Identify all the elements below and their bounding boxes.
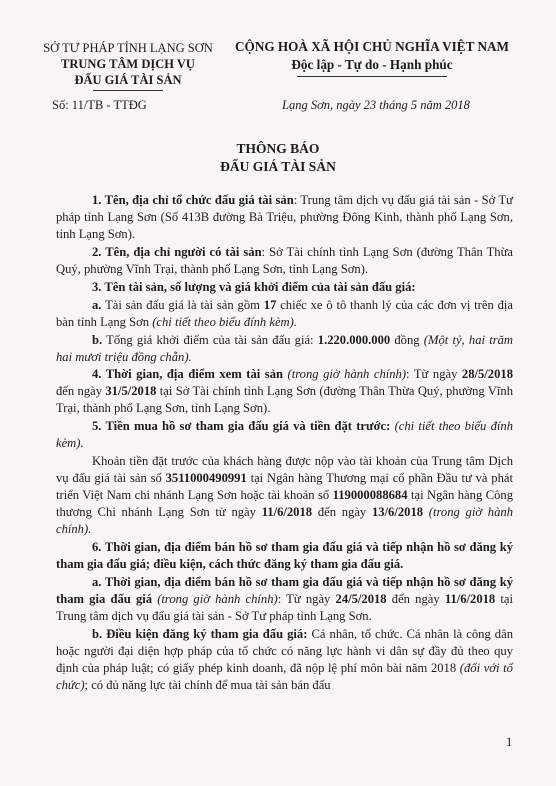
- section-6-heading: 6. Thời gian, địa điểm bán hồ sơ tham gia đấu giá và tiếp nhận hồ sơ đăng ký tham gia đấu giá; điều kiện, cách thức đăng ký tham gia đấu giá.: [56, 540, 513, 572]
- section-2: [56, 244, 513, 278]
- department-name: SỞ TƯ PHÁP TỈNH LẠNG SƠN: [43, 41, 213, 55]
- section-5-note: (chi tiết theo biểu đính kèm).: [56, 419, 513, 451]
- viewing-start-date: 28/5/2018: [461, 367, 513, 382]
- bank-account-2: 119000088684: [332, 488, 408, 503]
- section-3b-label: b.: [92, 332, 103, 347]
- section-3a-label: a.: [92, 297, 102, 312]
- section-6a-text-2: đến ngày: [386, 592, 445, 607]
- header-divider: [93, 90, 163, 91]
- section-2-heading: 2. Tên, địa chỉ người có tài sản: [92, 244, 262, 259]
- section-6b-heading: b. Điều kiện đăng ký tham gia đấu giá:: [92, 626, 308, 641]
- sale-end-date: 11/6/2018: [444, 592, 496, 607]
- starting-price: 1.220.000.000: [317, 332, 391, 347]
- currency-unit: đồng: [390, 332, 424, 347]
- section-6a-text: : Từ ngày: [277, 592, 336, 607]
- national-header: [222, 38, 522, 77]
- section-1-text: : Trung tâm dịch vụ đấu giá tài sản - Sở Tư pháp tỉnh Lạng Sơn (Số 413B đường Bà Triệu, phường Đông Kinh, thành phố Lạng Sơn, tỉnh Lạng Sơn).: [56, 193, 513, 241]
- section-3a-text-2: chiếc xe ô tô thanh lý của các đơn vị trên địa bàn tỉnh Lạng Sơn: [56, 297, 513, 329]
- section-4-text-2: đến ngày: [56, 384, 106, 399]
- sale-start-date: 24/5/2018: [335, 592, 387, 607]
- section-4-heading: 4. Thời gian, địa điểm xem tài sản: [92, 367, 284, 382]
- section-4: [56, 366, 513, 417]
- document-body: [56, 192, 513, 695]
- section-6b-text-2: ; có đủ năng lực tài chính để mua tài sản bán đấu: [84, 677, 331, 692]
- deposit-text-3: tại Ngân hàng Công thương Chi nhánh Lạng Sơn từ ngày: [56, 488, 513, 520]
- section-1-heading: 1. Tên, địa chỉ tổ chức đấu giá tài sản: [92, 193, 294, 207]
- section-3-heading: 3. Tên tài sản, số lượng và giá khởi điểm của tài sản đấu giá:: [92, 279, 416, 294]
- section-5-heading: 5. Tiền mua hồ sơ tham gia đấu giá và tiền đặt trước:: [92, 419, 391, 434]
- motto-divider: [297, 76, 447, 77]
- republic-name: CỘNG HOÀ XÃ HỘI CHỦ NGHĨA VIỆT NAM: [235, 39, 509, 54]
- document-subtitle: ĐẤU GIÁ TÀI SẢN: [220, 159, 336, 174]
- section-6a: [56, 574, 513, 625]
- section-6b-note: (đối với tổ chức): [56, 660, 513, 692]
- vehicle-count: 17: [263, 297, 277, 312]
- agency-header: [38, 40, 218, 91]
- section-3a: [56, 297, 513, 331]
- price-in-words: (Một tỷ, hai trăm hai mươi triệu đồng chẵn).: [56, 332, 513, 364]
- document-date: Lạng Sơn, ngày 23 tháng 5 năm 2018: [282, 98, 470, 112]
- deposit-start-date: 11/6/2018: [261, 505, 313, 520]
- section-1: [56, 192, 513, 243]
- section-5: [56, 418, 513, 452]
- center-name-line2: ĐẤU GIÁ TÀI SẢN: [74, 73, 182, 87]
- section-4-text: : Từ ngày: [406, 367, 462, 382]
- section-4-note: (trong giờ hành chính): [283, 367, 407, 382]
- section-3a-note: (chi tiết theo biểu đính kèm).: [152, 314, 297, 329]
- bank-account-1: 3511000490991: [165, 471, 247, 486]
- section-6a-text-3: tại Trung tâm dịch vụ đấu giá tài sản - Sở Tư pháp tỉnh Lạng Sơn.: [56, 592, 514, 624]
- center-name-line1: TRUNG TÂM DỊCH VỤ: [61, 57, 195, 71]
- deposit-text-2: tại Ngân hàng Thương mại cổ phần Đầu tư và phát triển Việt Nam chi nhánh Lạng Sơn hoặc tài khoản số: [56, 471, 513, 503]
- document-number: Số: 11/TB - TTĐG: [52, 98, 147, 112]
- viewing-end-date: 31/5/2018: [105, 384, 157, 399]
- section-6b-text: Cá nhân, tổ chức. Cá nhân là công dân hoặc người đại diện hợp pháp của tổ chức có năng lực hành vi dân sự đầy đủ theo quy định của pháp luật; có giấy phép kinh doanh, đã nộp lệ phí môn bài năm 2018: [56, 626, 513, 675]
- section-3a-text: Tài sản đấu giá là tài sản gồm: [101, 297, 264, 312]
- section-2-text: : Sở Tài chính tỉnh Lạng Sơn (đường Thân Thừa Quý, phường Vĩnh Trại, thành phố Lạng Sơn, tỉnh Lạng Sơn).: [56, 244, 514, 276]
- deposit-end-date: 13/6/2018: [371, 505, 424, 520]
- page-number: 1: [506, 735, 513, 749]
- section-3b: [56, 332, 513, 366]
- deposit-text-4: đến ngày: [312, 505, 372, 520]
- section-6b: [56, 626, 513, 694]
- deposit-text: Khoản tiền đặt trước của khách hàng được nộp vào tài khoản của Trung tâm Dịch vụ đấu giá tài sản số: [56, 454, 513, 486]
- section-4-text-3: tại Sở Tài chính tỉnh Lạng Sơn (đường Thân Thừa Quý, phường Vĩnh Trại, thành phố Lạng Sơn, tỉnh Lạng Sơn).: [56, 384, 513, 416]
- section-6a-note: (trong giờ hành chính): [152, 592, 278, 607]
- section-6a-heading: a. Thời gian, địa điểm bán hồ sơ tham gia đấu giá và tiếp nhận hồ sơ đăng ký tham gia đấu giá: [56, 575, 513, 607]
- national-motto: Độc lập - Tự do - Hạnh phúc: [291, 57, 453, 72]
- deposit-note: (trong giờ hành chính).: [56, 505, 513, 537]
- deposit-paragraph: [56, 453, 513, 538]
- section-3b-text: Tổng giá khởi điểm của tài sản đấu giá:: [102, 332, 318, 347]
- document-title: THÔNG BÁO: [236, 141, 320, 156]
